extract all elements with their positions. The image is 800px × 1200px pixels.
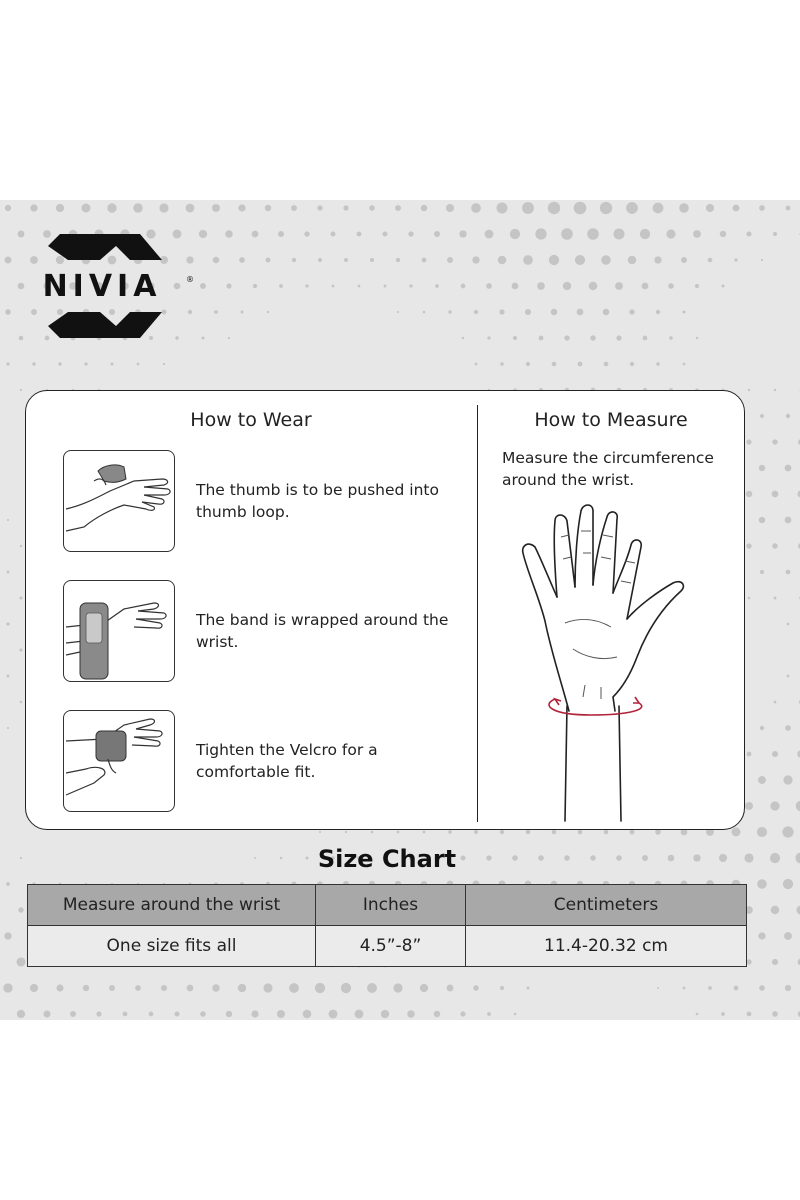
pattern-dot xyxy=(109,985,115,991)
pattern-dot xyxy=(604,362,609,367)
pattern-dot xyxy=(251,1010,258,1017)
thumb-loop-illustration-icon xyxy=(63,450,175,552)
pattern-dot xyxy=(496,202,507,213)
pattern-dot xyxy=(681,257,687,263)
pattern-dot xyxy=(4,256,11,263)
pattern-dot xyxy=(266,258,271,263)
pattern-dot xyxy=(770,801,779,810)
pattern-dot xyxy=(212,204,220,212)
pattern-dot xyxy=(575,255,585,265)
pattern-dot xyxy=(6,362,9,365)
pattern-dot xyxy=(657,987,659,989)
pattern-dot xyxy=(473,985,479,991)
pattern-dot xyxy=(253,284,257,288)
pattern-dot xyxy=(277,1010,285,1018)
pattern-dot xyxy=(214,310,218,314)
pattern-dot xyxy=(472,256,479,263)
pattern-dot xyxy=(535,228,546,239)
pattern-dot xyxy=(656,362,660,366)
table-row xyxy=(28,926,747,967)
pattern-dot xyxy=(552,362,557,367)
pattern-dot xyxy=(7,727,9,729)
pattern-dot xyxy=(589,282,598,291)
pattern-dot xyxy=(6,882,10,886)
pattern-dot xyxy=(344,258,348,262)
pattern-dot xyxy=(163,363,165,365)
pattern-dot xyxy=(474,310,478,314)
pattern-dot xyxy=(782,826,793,837)
pattern-dot xyxy=(202,337,205,340)
pattern-dot xyxy=(279,284,283,288)
table-header-row xyxy=(28,885,747,926)
pattern-dot xyxy=(796,801,800,812)
pattern-dot xyxy=(760,570,764,574)
pattern-dot xyxy=(785,725,791,731)
pattern-dot xyxy=(523,255,533,265)
pattern-dot xyxy=(615,282,623,290)
pattern-dot xyxy=(20,389,22,391)
velcro-tighten-illustration-icon xyxy=(63,710,175,812)
pattern-dot xyxy=(252,231,259,238)
pattern-dot xyxy=(133,203,142,212)
pattern-dot xyxy=(514,1013,517,1016)
pattern-dot xyxy=(786,570,791,575)
pattern-dot xyxy=(6,622,9,625)
pattern-dot xyxy=(772,751,778,757)
svg-text:®: ® xyxy=(186,275,194,284)
pattern-dot xyxy=(409,284,412,287)
size-chart-table xyxy=(27,884,747,967)
background-panel xyxy=(0,200,800,1020)
pattern-dot xyxy=(603,309,609,315)
pattern-dot xyxy=(159,203,168,212)
pattern-dot xyxy=(407,1010,415,1018)
pattern-dot xyxy=(460,1011,465,1016)
pattern-dot xyxy=(471,203,481,213)
pattern-dot xyxy=(226,283,231,288)
pattern-dot xyxy=(70,1011,76,1017)
pattern-dot xyxy=(601,255,611,265)
pattern-dot xyxy=(175,1012,180,1017)
pattern-dot xyxy=(774,701,777,704)
pattern-dot xyxy=(446,204,454,212)
step-3-text: Tighten the Velcro for a comfortable fit. xyxy=(196,741,378,781)
pattern-dot xyxy=(393,983,402,992)
pattern-dot xyxy=(721,1012,725,1016)
pattern-dot xyxy=(305,284,308,287)
pattern-dot xyxy=(408,231,413,236)
size-chart-title: Size Chart xyxy=(317,845,457,873)
pattern-dot xyxy=(278,231,284,237)
pattern-dot xyxy=(669,336,673,340)
pattern-dot xyxy=(422,258,427,263)
pattern-dot xyxy=(263,983,272,992)
pattern-dot xyxy=(746,543,751,548)
pattern-dot xyxy=(486,283,492,289)
pattern-dot xyxy=(5,205,11,211)
pattern-dot xyxy=(786,206,791,211)
pattern-dot xyxy=(510,229,520,239)
pattern-dot xyxy=(58,362,61,365)
pattern-dot xyxy=(423,311,426,314)
pattern-dot xyxy=(787,675,790,678)
pattern-dot xyxy=(332,285,335,288)
pattern-dot xyxy=(630,830,635,835)
pattern-dot xyxy=(435,284,439,288)
pattern-dot xyxy=(319,831,321,833)
pattern-dot xyxy=(604,830,609,835)
pattern-dot xyxy=(135,985,141,991)
pattern-dot xyxy=(653,203,664,214)
pattern-dot xyxy=(787,623,790,626)
pattern-dot xyxy=(292,258,296,262)
pattern-dot xyxy=(696,1013,699,1016)
pattern-dot xyxy=(19,596,22,599)
pattern-dot xyxy=(96,1011,101,1016)
pattern-dot xyxy=(448,310,451,313)
pattern-dot xyxy=(200,283,206,289)
pattern-dot xyxy=(434,1011,440,1017)
pattern-dot xyxy=(746,231,751,236)
pattern-dot xyxy=(84,362,87,365)
pattern-dot xyxy=(16,957,25,966)
hand-wrist-measure-illustration-icon xyxy=(521,501,711,821)
pattern-dot xyxy=(758,776,766,784)
pattern-dot xyxy=(587,228,599,240)
pattern-dot xyxy=(785,517,792,524)
pattern-dot xyxy=(760,726,764,730)
cell-centimeters: 11.4-20.32 cm xyxy=(466,926,747,967)
pattern-dot xyxy=(629,309,634,314)
pattern-dot xyxy=(317,205,322,210)
pattern-dot xyxy=(578,830,582,834)
pattern-dot xyxy=(693,230,701,238)
pattern-dot xyxy=(666,229,675,238)
pattern-dot xyxy=(355,1010,364,1019)
card-divider xyxy=(477,405,478,822)
pattern-dot xyxy=(228,337,230,339)
pattern-dot xyxy=(772,1011,778,1017)
header-centimeters: Centimeters xyxy=(466,885,747,926)
pattern-dot xyxy=(241,311,244,314)
pattern-dot xyxy=(265,205,271,211)
pattern-dot xyxy=(487,1012,491,1016)
pattern-dot xyxy=(746,491,753,498)
pattern-dot xyxy=(225,230,233,238)
pattern-dot xyxy=(786,414,790,418)
cell-measure: One size fits all xyxy=(28,926,316,967)
pattern-dot xyxy=(18,907,23,912)
pattern-dot xyxy=(420,984,428,992)
pattern-dot xyxy=(548,202,560,214)
pattern-dot xyxy=(747,752,752,757)
pattern-dot xyxy=(783,879,793,889)
pattern-dot xyxy=(498,256,507,265)
pattern-dot xyxy=(474,830,478,834)
pattern-dot xyxy=(434,231,440,237)
pattern-dot xyxy=(679,203,689,213)
pattern-dot xyxy=(761,259,763,261)
step-2-text: The band is wrapped around the wrist. xyxy=(196,611,449,651)
pattern-dot xyxy=(289,983,299,993)
pattern-dot xyxy=(343,205,348,210)
pattern-dot xyxy=(345,831,347,833)
pattern-dot xyxy=(3,983,12,992)
header-inches: Inches xyxy=(316,885,466,926)
pattern-dot xyxy=(561,228,573,240)
pattern-dot xyxy=(720,231,726,237)
pattern-dot xyxy=(110,362,113,365)
pattern-dot xyxy=(487,336,490,339)
pattern-dot xyxy=(7,675,10,678)
pattern-dot xyxy=(30,204,37,211)
pattern-dot xyxy=(395,205,401,211)
pattern-dot xyxy=(785,985,791,991)
pattern-dot xyxy=(643,336,648,341)
pattern-dot xyxy=(7,519,9,521)
pattern-dot xyxy=(447,985,454,992)
pattern-dot xyxy=(706,204,714,212)
pattern-dot xyxy=(56,984,63,991)
pattern-dot xyxy=(746,959,751,964)
pattern-dot xyxy=(513,336,517,340)
pattern-dot xyxy=(107,203,116,212)
pattern-dot xyxy=(745,802,753,810)
pattern-dot xyxy=(774,597,777,600)
pattern-dot xyxy=(226,1011,232,1017)
pattern-dot xyxy=(772,491,779,498)
nivia-logo xyxy=(12,230,192,342)
pattern-dot xyxy=(578,362,583,367)
pattern-dot xyxy=(318,258,322,262)
pattern-dot xyxy=(526,830,530,834)
pattern-dot xyxy=(82,204,91,213)
band-wrap-illustration-icon xyxy=(63,580,175,682)
pattern-dot xyxy=(20,545,22,547)
pattern-dot xyxy=(331,232,336,237)
pattern-dot xyxy=(655,829,661,835)
pattern-dot xyxy=(370,258,374,262)
pattern-dot xyxy=(708,258,713,263)
pattern-dot xyxy=(267,311,269,313)
pattern-dot xyxy=(423,831,426,834)
pattern-dot xyxy=(186,204,195,213)
pattern-dot xyxy=(784,932,792,940)
pattern-dot xyxy=(459,230,466,237)
pattern-dot xyxy=(758,932,765,939)
pattern-dot xyxy=(796,905,800,914)
pattern-dot xyxy=(5,309,11,315)
pattern-dot xyxy=(748,389,750,391)
pattern-dot xyxy=(384,285,387,288)
pattern-dot xyxy=(613,228,624,239)
pattern-dot xyxy=(564,335,569,340)
pattern-dot xyxy=(56,204,64,212)
pattern-dot xyxy=(551,309,558,316)
pattern-dot xyxy=(199,230,207,238)
pattern-dot xyxy=(654,256,661,263)
pattern-dot xyxy=(642,283,649,290)
pattern-dot xyxy=(448,830,451,833)
pattern-dot xyxy=(475,363,478,366)
pattern-dot xyxy=(485,230,494,239)
header-measure: Measure around the wrist xyxy=(28,885,316,926)
pattern-dot xyxy=(239,257,245,263)
pattern-dot xyxy=(695,284,699,288)
pattern-dot xyxy=(499,309,504,314)
pattern-dot xyxy=(708,986,712,990)
pattern-dot xyxy=(771,906,779,914)
pattern-dot xyxy=(525,309,531,315)
pattern-dot xyxy=(341,983,351,993)
pattern-dot xyxy=(656,310,660,314)
pattern-dot xyxy=(522,202,534,214)
pattern-dot xyxy=(358,285,361,288)
pattern-dot xyxy=(683,987,686,990)
pattern-dot xyxy=(795,852,800,863)
pattern-dot xyxy=(500,362,504,366)
pattern-dot xyxy=(187,985,194,992)
pattern-dot xyxy=(17,1010,25,1018)
pattern-dot xyxy=(549,255,559,265)
pattern-dot xyxy=(421,205,428,212)
pattern-dot xyxy=(574,202,587,215)
instruction-card xyxy=(25,390,745,830)
pattern-dot xyxy=(616,335,621,340)
pattern-dot xyxy=(381,1010,389,1018)
pattern-dot xyxy=(757,827,767,837)
pattern-dot xyxy=(759,985,765,991)
pattern-dot xyxy=(527,987,530,990)
pattern-dot xyxy=(369,205,374,210)
pattern-dot xyxy=(291,205,297,211)
pattern-dot xyxy=(734,258,737,261)
pattern-dot xyxy=(748,597,751,600)
pattern-dot xyxy=(44,1011,51,1018)
pattern-dot xyxy=(785,465,792,472)
pattern-dot xyxy=(200,1011,206,1017)
pattern-dot xyxy=(772,543,777,548)
pattern-dot xyxy=(7,571,10,574)
pattern-dot xyxy=(539,336,544,341)
pattern-dot xyxy=(19,648,22,651)
pattern-dot xyxy=(696,337,698,339)
pattern-dot xyxy=(526,362,530,366)
pattern-dot xyxy=(668,283,674,289)
pattern-dot xyxy=(640,229,650,239)
pattern-dot xyxy=(4,932,11,939)
pattern-dot xyxy=(213,257,220,264)
pattern-dot xyxy=(774,389,776,391)
pattern-dot xyxy=(760,414,764,418)
pattern-dot xyxy=(682,310,685,313)
pattern-dot xyxy=(746,439,751,444)
pattern-dot xyxy=(626,202,638,214)
pattern-dot xyxy=(238,984,246,992)
how-to-measure-title: How to Measure xyxy=(534,409,688,431)
pattern-dot xyxy=(149,1012,154,1017)
pattern-dot xyxy=(683,363,686,366)
pattern-dot xyxy=(759,205,765,211)
pattern-dot xyxy=(537,282,545,290)
pattern-dot xyxy=(772,959,778,965)
pattern-dot xyxy=(137,363,140,366)
pattern-dot xyxy=(757,879,767,889)
pattern-dot xyxy=(733,205,740,212)
pattern-dot xyxy=(303,1010,312,1019)
pattern-dot xyxy=(734,986,739,991)
pattern-dot xyxy=(759,465,765,471)
pattern-dot xyxy=(630,362,634,366)
pattern-dot xyxy=(722,285,725,288)
pattern-dot xyxy=(212,984,219,991)
pattern-dot xyxy=(161,985,167,991)
pattern-dot xyxy=(383,232,388,237)
pattern-dot xyxy=(371,831,374,834)
measure-description: Measure the circumference around the wrist. xyxy=(502,449,714,489)
pattern-dot xyxy=(397,311,399,313)
pattern-dot xyxy=(552,830,556,834)
pattern-dot xyxy=(32,362,35,365)
pattern-dot xyxy=(512,283,519,290)
pattern-dot xyxy=(563,282,571,290)
pattern-dot xyxy=(462,337,465,340)
pattern-dot xyxy=(500,986,504,990)
pattern-dot xyxy=(315,983,325,993)
pattern-dot xyxy=(577,309,584,316)
pattern-dot xyxy=(628,256,637,265)
pattern-dot xyxy=(500,830,504,834)
pattern-dot xyxy=(367,983,377,993)
pattern-dot xyxy=(329,1010,338,1019)
pattern-dot xyxy=(238,204,245,211)
cell-inches: 4.5”-8” xyxy=(316,926,466,967)
brand-wordmark: NIVIA xyxy=(42,269,162,304)
pattern-dot xyxy=(600,202,612,214)
pattern-dot xyxy=(759,517,765,523)
pattern-dot xyxy=(447,257,453,263)
pattern-dot xyxy=(772,439,777,444)
pattern-dot xyxy=(732,828,741,837)
pattern-dot xyxy=(304,231,309,236)
pattern-dot xyxy=(461,284,466,289)
pattern-dot xyxy=(20,701,23,704)
pattern-dot xyxy=(590,335,595,340)
pattern-dot xyxy=(747,1012,752,1017)
pattern-dot xyxy=(783,775,792,784)
pattern-dot xyxy=(357,232,362,237)
pattern-dot xyxy=(773,232,777,236)
pattern-dot xyxy=(83,985,89,991)
pattern-dot xyxy=(123,1012,128,1017)
how-to-wear-title: How to Wear xyxy=(190,409,312,431)
step-1-text: The thumb is to be pushed into thumb loop. xyxy=(196,481,439,521)
pattern-dot xyxy=(396,258,400,262)
pattern-dot xyxy=(30,984,38,992)
pattern-dot xyxy=(397,831,400,834)
